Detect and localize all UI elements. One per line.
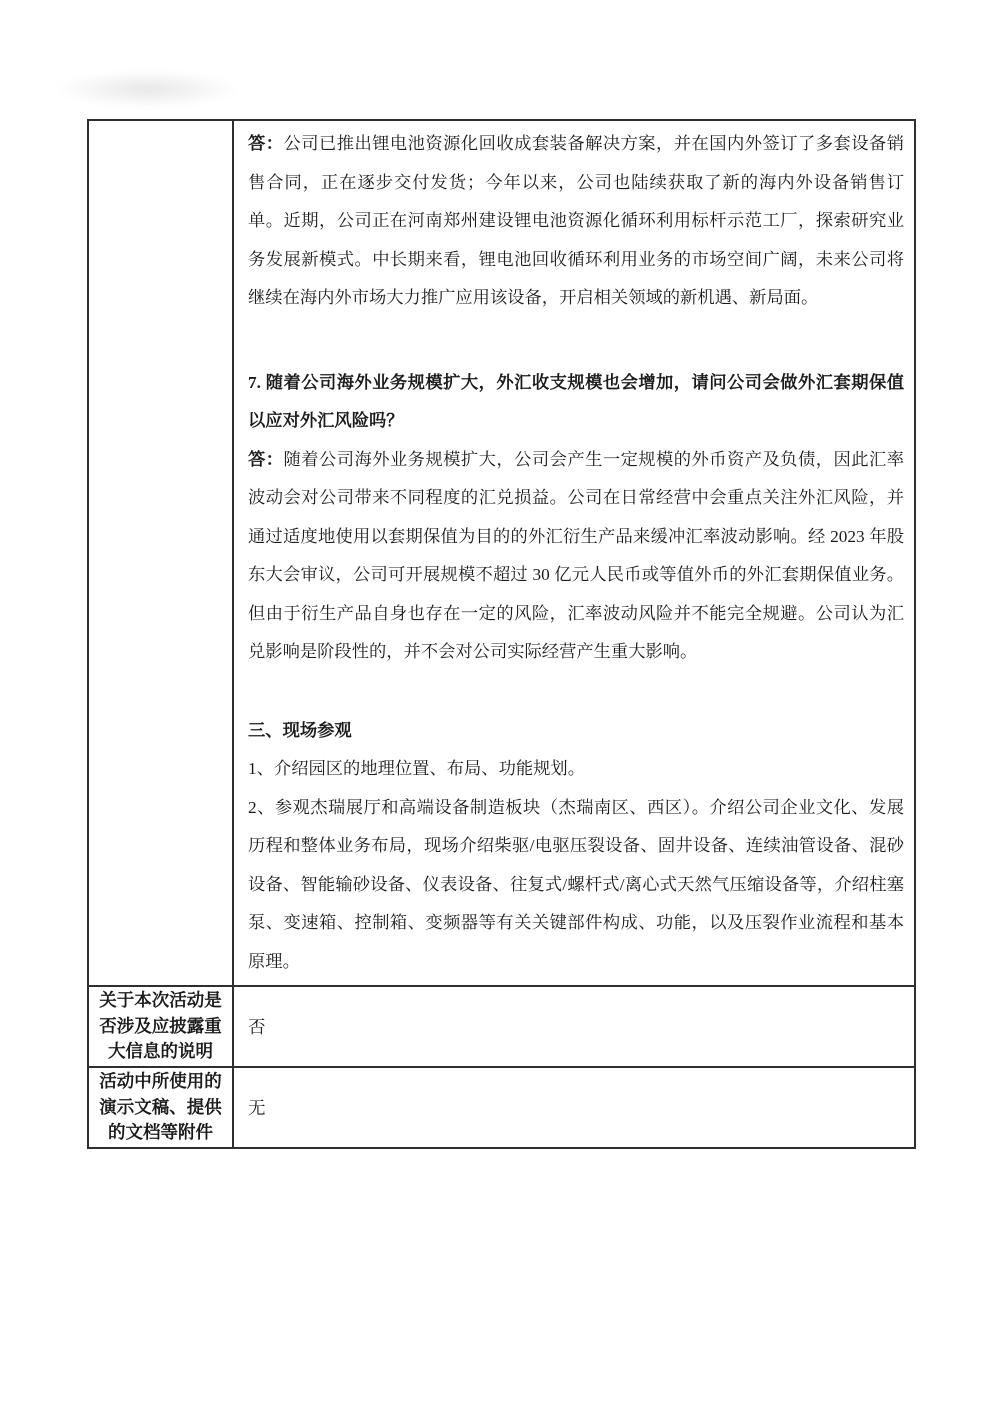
scan-artifact <box>55 70 240 108</box>
qa-row-empty-label-cell <box>88 120 233 986</box>
answer-7-paragraph <box>248 441 904 672</box>
disclosure-row-value: 否 <box>233 986 915 1067</box>
disclosure-row-label: 关于本次活动是否涉及应披露重大信息的说明 <box>88 986 233 1067</box>
attachment-row <box>88 1067 915 1148</box>
answer-6-paragraph <box>248 125 904 318</box>
disclosure-row <box>88 986 915 1067</box>
attachment-row-value: 无 <box>233 1067 915 1148</box>
visit-item-2: 2、参观杰瑞展厅和高端设备制造板块（杰瑞南区、西区）。介绍公司企业文化、发展历程和整体业务布局，现场介绍柴驱/电驱压裂设备、固井设备、连续油管设备、混砂设备、智能输砂设备、仪表设备、往复式/螺杆式/离心式天然气压缩设备等，介绍柱塞泵、变速箱、控制箱、变频器等有关关键部件构成、功能，以及压裂作业流程和基本原理。 <box>248 797 904 971</box>
question-7: 7. 随着公司海外业务规模扩大，外汇收支规模也会增加，请问公司会做外汇套期保值以应对外汇风险吗？ <box>248 372 904 430</box>
answer-6-label: 答： <box>248 134 284 153</box>
attachment-row-label: 活动中所使用的演示文稿、提供的文档等附件 <box>88 1067 233 1148</box>
answer-7-label: 答： <box>248 449 284 469</box>
answer-7-text: 随着公司海外业务规模扩大，公司会产生一定规模的外币资产及负债，因此汇率波动会对公司带来不同程度的汇兑损益。公司在日常经营中会重点关注外汇风险，并通过适度地使用以套期保值为目的的外汇衍生产品来缓冲汇率波动影响。经 2023 年股东大会审议，公司可开展规模不超过 30 亿元人民币或等值外币的外汇套期保值业务。但由于衍生产品自身也存在一定的风险，汇率波动风险并不能完全规避。公司认为汇兑影响是阶段性的，并不会对公司实际经营产生重大影响。 <box>248 449 904 661</box>
qa-row <box>88 120 915 986</box>
visit-item-1: 1、介绍园区的地理位置、布局、功能规划。 <box>248 759 585 778</box>
answer-6-text: 公司已推出锂电池资源化回收成套装备解决方案，并在国内外签订了多套设备销售合同，正在逐步交付发货；今年以来，公司也陆续获取了新的海内外设备销售订单。近期，公司正在河南郑州建设锂电池资源化循环利用标杆示范工厂，探索研究业务发展新模式。中长期来看，锂电池回收循环利用业务的市场空间广阔，未来公司将继续在海内外市场大力推广应用该设备，开启相关领域的新机遇、新局面。 <box>248 134 904 307</box>
activity-record-table <box>87 119 916 1149</box>
section-3-heading: 三、现场参观 <box>248 720 352 740</box>
qa-content-cell <box>233 120 915 986</box>
